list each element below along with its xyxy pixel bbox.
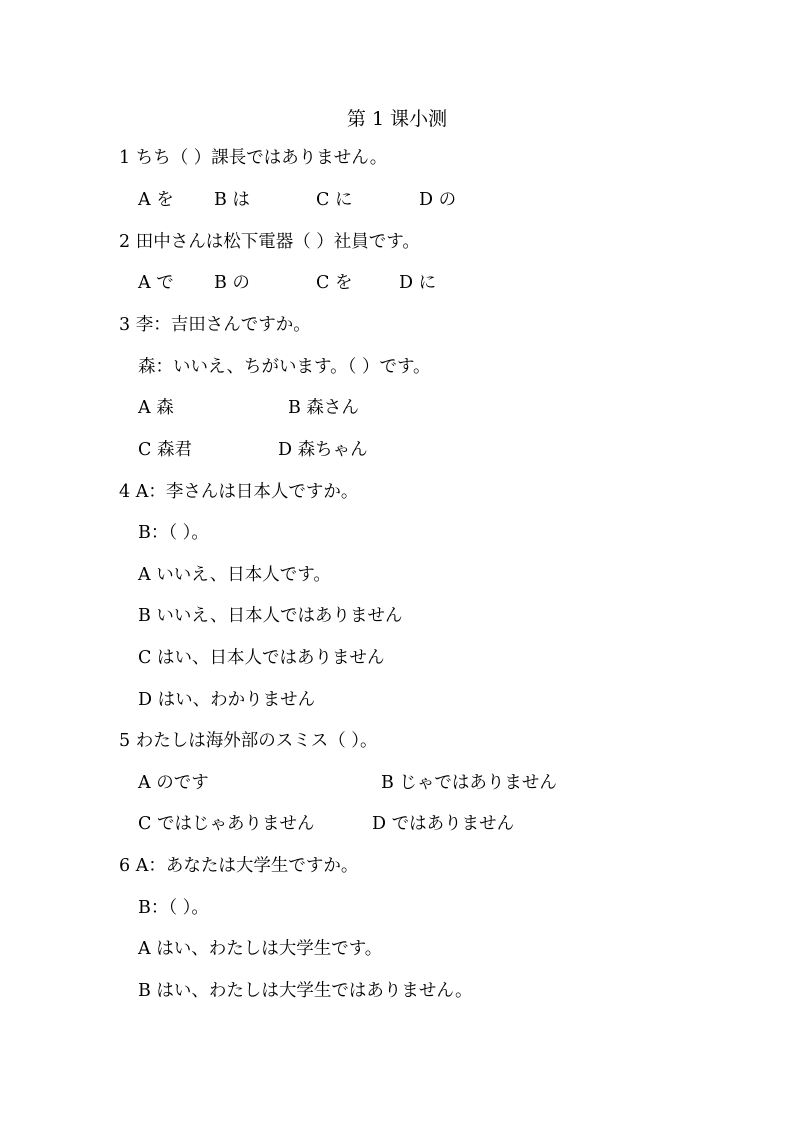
question-4-option-c: C はい、日本人ではありません	[138, 648, 385, 668]
question-2-option-a: A で	[138, 273, 174, 293]
question-1-option-c: C に	[316, 190, 353, 210]
question-2-option-c: C を	[316, 273, 353, 293]
question-4-option-d: D はい、わかりません	[138, 690, 316, 710]
question-4-option-b: B いいえ、日本人ではありません	[138, 606, 403, 626]
page-title: 第 1 课小测	[346, 108, 448, 130]
question-1-stem: 1 ちち（ ）課長ではありません。	[119, 148, 388, 168]
question-4-sub: B：（ ）。	[138, 523, 209, 543]
question-3-option-c: C 森君	[138, 440, 192, 460]
question-6-option-a: A はい、わたしは大学生です。	[138, 939, 383, 959]
question-6-sub: B：（ ）。	[138, 898, 209, 918]
question-3-stem: 3 李：吉田さんですか。	[119, 315, 311, 335]
question-4-stem: 4 A：李さんは日本人ですか。	[119, 482, 359, 502]
question-3-option-a: A 森	[138, 398, 174, 418]
question-5-stem: 5 わたしは海外部のスミス（ ）。	[119, 731, 378, 751]
question-5-option-c: C ではじゃありません	[138, 814, 315, 834]
question-1-option-a: A を	[138, 190, 174, 210]
question-5-option-a: A のです	[138, 773, 209, 793]
question-5-option-d: D ではありません	[372, 814, 515, 834]
question-2-stem: 2 田中さんは松下電器（ ）社員です。	[119, 232, 420, 252]
question-1-option-d: D の	[419, 190, 457, 210]
question-3-option-d: D 森ちゃん	[278, 440, 368, 460]
question-2-option-b: B の	[214, 273, 250, 293]
question-3-option-b: B 森さん	[288, 398, 359, 418]
question-1-option-b: B は	[214, 190, 250, 210]
question-6-stem: 6 A：あなたは大学生ですか。	[119, 856, 359, 876]
question-6-option-b: B はい、わたしは大学生ではありません。	[138, 981, 473, 1001]
question-5-option-b: B じゃではありません	[381, 773, 557, 793]
question-3-sub: 森：いいえ、ちがいます。（ ）です。	[138, 357, 431, 377]
question-4-option-a: A いいえ、日本人です。	[138, 565, 331, 585]
question-2-option-d: D に	[399, 273, 437, 293]
